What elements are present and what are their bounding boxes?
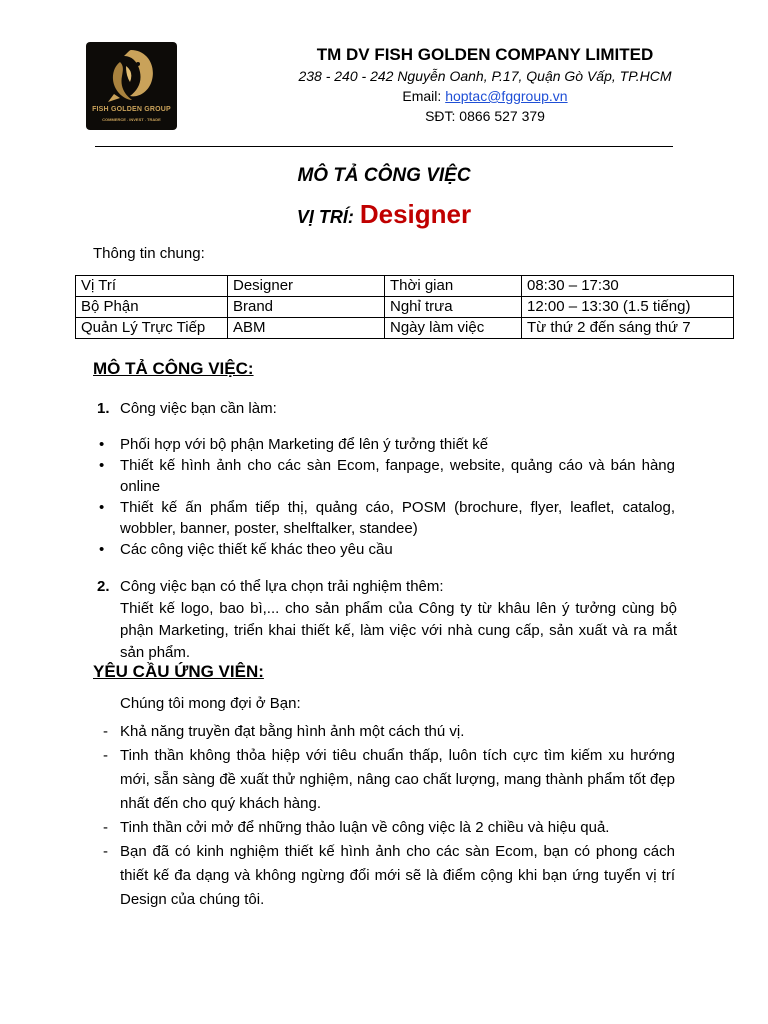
list-item: - Bạn đã có kinh nghiệm thiết kế hình ảnh cho các sàn Ecom, bạn có phong cách thiết kế đa dạng và không ngừng đổi mới sẽ là điểm cộng khi bạn ứng tuyển vị trí Design của chúng tôi. (103, 840, 675, 912)
general-info-label: Thông tin chung: (93, 245, 205, 262)
table-row (76, 276, 734, 297)
company-logo (86, 42, 177, 130)
info-table (75, 275, 734, 339)
requirements-intro: Chúng tôi mong đợi ở Bạn: (120, 695, 301, 712)
company-name: TM DV FISH GOLDEN COMPANY LIMITED (316, 45, 654, 64)
item-detail: Thiết kế logo, bao bì,... cho sản phẩm của Công ty từ khâu lên ý tưởng cùng bộ phận Marketing, triển khai thiết kế, làm việc với nhà cung cấp, sản xuất và ra mắt sản phẩm. (120, 600, 677, 661)
table-cell: Designer (228, 276, 385, 297)
list-item: - Tinh thần không thỏa hiệp với tiêu chuẩn thấp, luôn tích cực tìm kiếm xu hướng mới, sẵn sàng đề xuất thử nghiệm, nâng cao chất lượng, mang thành phẩm tốt đẹp nhất đến cho quý khách hàng. (103, 744, 675, 816)
dash-icon: - (103, 747, 108, 764)
table-cell: Ngày làm việc (385, 318, 522, 339)
table-cell: Vị Trí (76, 276, 228, 297)
list-item: • Thiết kế ấn phẩm tiếp thị, quảng cáo, POSM (brochure, flyer, leaflet, catalog, wobbler, banner, poster, shelftalker, standee) (99, 499, 675, 537)
company-phone: SĐT: 0866 527 379 (425, 108, 545, 124)
document-title: MÔ TẢ CÔNG VIỆC (297, 165, 471, 186)
table-cell: 12:00 – 13:30 (1.5 tiếng) (522, 297, 734, 318)
dash-icon: - (103, 843, 108, 860)
numbered-item-2 (97, 576, 677, 664)
company-email (230, 86, 740, 106)
header-divider (95, 146, 673, 147)
task-list (97, 434, 675, 560)
dash-icon: - (103, 723, 108, 740)
table-cell: 08:30 – 17:30 (522, 276, 734, 297)
position-label: VỊ TRÍ: (296, 207, 354, 227)
table-cell: Brand (228, 297, 385, 318)
logo-name: FISH GOLDEN GROUP (92, 106, 171, 113)
bullet-icon: • (99, 499, 105, 516)
table-cell: Quản Lý Trực Tiếp (76, 318, 228, 339)
list-item: • Thiết kế hình ảnh cho các sàn Ecom, fanpage, website, quảng cáo và bán hàng online (99, 457, 675, 495)
requirements-list (103, 720, 675, 912)
numbered-item-1 (97, 398, 677, 420)
table-cell: Bộ Phận (76, 297, 228, 318)
logo-tagline: COMMERCE . INVEST . TRADE (102, 117, 161, 122)
item-text: Công việc bạn có thể lựa chọn trải nghiệm thêm: (120, 578, 444, 595)
bullet-icon: • (99, 457, 105, 474)
dash-icon: - (103, 819, 108, 836)
table-row (76, 297, 734, 318)
list-item: • Phối hợp với bộ phận Marketing để lên ý tưởng thiết kế (99, 436, 489, 453)
table-cell: Thời gian (385, 276, 522, 297)
requirements-heading: YÊU CẦU ỨNG VIÊN: (93, 662, 264, 681)
position-value: Designer (359, 199, 472, 229)
item-text: Công việc bạn cần làm: (120, 400, 277, 417)
item-number: 2. (97, 578, 110, 595)
list-item: • Các công việc thiết kế khác theo yêu cầu (99, 541, 393, 558)
company-address: 238 - 240 - 242 Nguyễn Oanh, P.17, Quận Gò Vấp, TP.HCM (298, 68, 672, 84)
table-cell: Nghỉ trưa (385, 297, 522, 318)
list-item: - Khả năng truyền đạt bằng hình ảnh một cách thú vị. (103, 720, 675, 744)
list-item: - Tinh thần cởi mở để những thảo luận về công việc là 2 chiều và hiệu quả. (103, 816, 675, 840)
table-row (76, 318, 734, 339)
bullet-icon: • (99, 436, 105, 453)
position-title (0, 199, 768, 230)
bullet-icon: • (99, 541, 105, 558)
table-cell: ABM (228, 318, 385, 339)
company-header (230, 44, 740, 126)
email-label: Email: (402, 88, 446, 104)
table-cell: Từ thứ 2 đến sáng thứ 7 (522, 318, 734, 339)
email-link[interactable]: hoptac@fggroup.vn (445, 88, 568, 104)
item-number: 1. (97, 400, 110, 417)
job-description-heading: MÔ TẢ CÔNG VIỆC: (93, 359, 254, 378)
